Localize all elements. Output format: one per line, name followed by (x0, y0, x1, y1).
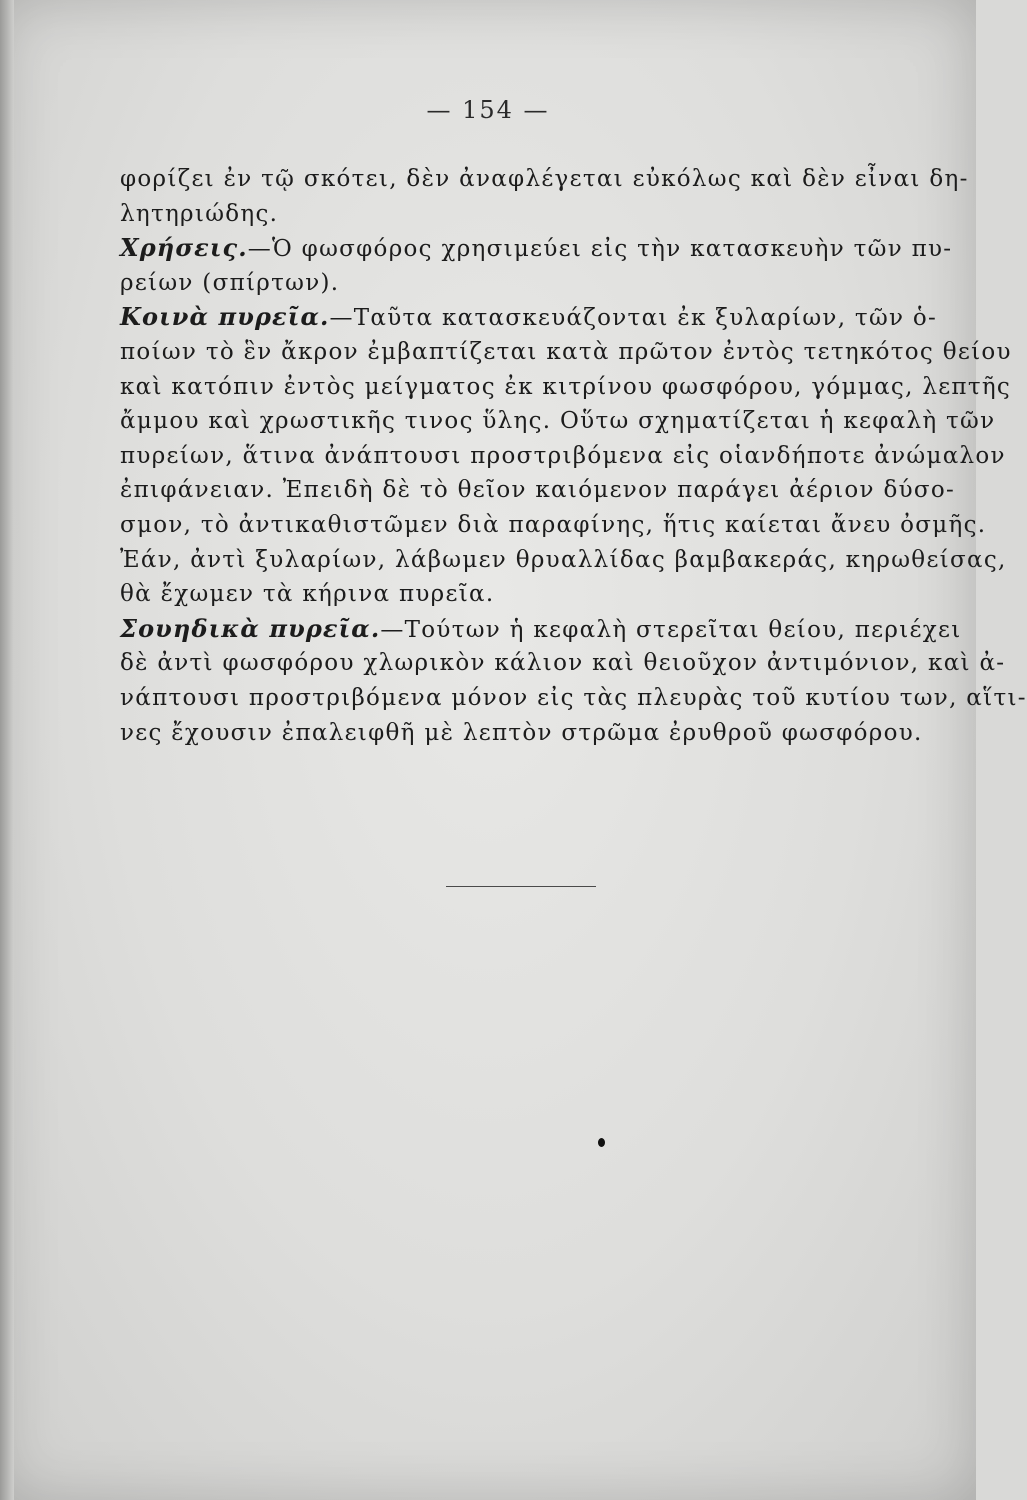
line-text: λητηριώδης. (120, 200, 279, 227)
section-heading: Σουηδικὰ πυρεῖα. (120, 613, 381, 643)
line-text: ἐπιφάνειαν. Ἐπειδὴ δὲ τὸ θεῖον καιόμενον παράγει ἀέριον δύσο- (120, 477, 956, 504)
text-line (120, 612, 962, 647)
section-heading: Κοινὰ πυρεῖα. (120, 302, 330, 332)
text-line (120, 646, 1006, 681)
section-heading: Χρήσεις. (120, 233, 248, 263)
line-text: ἄμμου καὶ χρωστικῆς τινος ὕλης. Οὕτω σχηματίζεται ἡ κεφαλὴ τῶν (120, 408, 996, 435)
line-text: ποίων τὸ ἓν ἄκρον ἐμβαπτίζεται κατὰ πρῶτον ἐντὸς τετηκότος θείου (120, 338, 1012, 365)
text-line (120, 266, 932, 301)
text-line (120, 543, 1007, 578)
text-line (120, 370, 1012, 405)
text-line (120, 439, 1006, 474)
line-text: φορίζει ἐν τῷ σκότει, δὲν ἀναφλέγεται εὐκόλως καὶ δὲν εἶναι δη- (120, 166, 969, 192)
line-text: —Τούτων ἡ κεφαλὴ στερεῖται θείου, περιέχει (380, 616, 962, 643)
line-text: Ἐάν, ἀντὶ ξυλαρίων, λάβωμεν θρυαλλίδας βαμβακεράς, κηρωθείσας, (120, 546, 1007, 573)
line-text: καὶ κατόπιν ἐντὸς μείγματος ἐκ κιτρίνου φωσφόρου, γόμμας, λεπτῆς (120, 373, 1012, 400)
line-text: θὰ ἔχωμεν τὰ κήρινα πυρεῖα. (120, 581, 495, 608)
text-line (120, 335, 1012, 370)
line-text: σμον, τὸ ἀντικαθιστῶμεν διὰ παραφίνης, ἥτις καίεται ἄνευ ὀσμῆς. (120, 511, 987, 538)
text-line (120, 473, 956, 508)
text-line (120, 577, 932, 612)
text-line (120, 716, 932, 751)
line-text: δὲ ἀντὶ φωσφόρου χλωρικὸν κάλιον καὶ θειοῦχον ἀντιμόνιον, καὶ ἀ- (120, 650, 1006, 677)
section-divider-rule (446, 886, 596, 887)
page-number: — 154 — (426, 96, 550, 124)
ink-speck (598, 1138, 605, 1147)
text-line (120, 162, 969, 197)
text-line (120, 508, 987, 543)
line-text: —Ὁ φωσφόρος χρησιμεύει εἰς τὴν κατασκευὴν τῶν πυ- (247, 236, 953, 263)
line-text: πυρείων, ἅτινα ἀνάπτουσι προστριβόμενα εἰς οἱανδήποτε ἀνώμαλον (120, 442, 1006, 469)
page-edge-shadow (0, 0, 14, 1500)
body-text (120, 162, 1027, 750)
line-text: νάπτουσι προστριβόμενα μόνον εἰς τὰς πλευρὰς τοῦ κυτίου των, αἵτι- (120, 684, 1027, 711)
text-line (120, 681, 1027, 716)
text-line (120, 404, 996, 439)
text-line (120, 231, 953, 266)
text-line (120, 300, 938, 335)
line-text: —Ταῦτα κατασκευάζονται ἐκ ξυλαρίων, τῶν ὁ- (329, 305, 938, 332)
text-line (120, 197, 932, 232)
line-text: νες ἔχουσιν ἐπαλειφθῆ μὲ λεπτὸν στρῶμα ἐρυθροῦ φωσφόρου. (120, 719, 923, 746)
line-text: ρείων (σπίρτων). (120, 269, 340, 296)
